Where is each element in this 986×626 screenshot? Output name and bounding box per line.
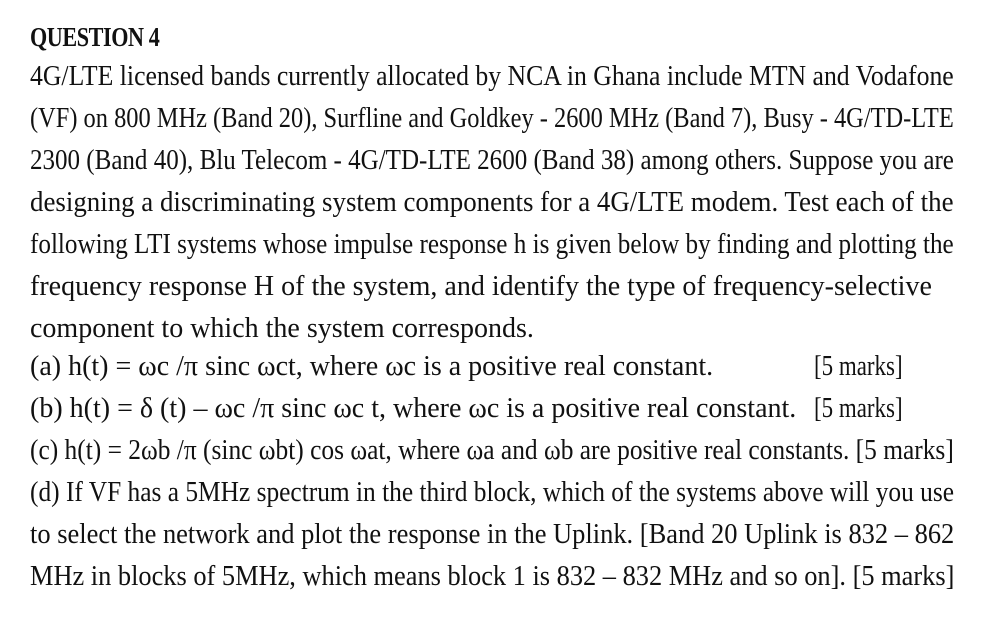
part-b-text: (b) h(t) = δ (t) – ωc /π sinc ωc t, where ωc is a positive real constant. [30, 393, 797, 424]
part-b-marks: [5 marks] [813, 393, 903, 424]
part-a [30, 352, 954, 382]
part-d-line-3: MHz in blocks of 5MHz, which means block 1 is 832 – 832 MHz and so on]. [5 marks] [30, 561, 955, 592]
intro-line-1: 4G/LTE licensed bands currently allocated by NCA in Ghana include MTN and Vodafone [30, 61, 954, 92]
intro-line-2: (VF) on 800 MHz (Band 20), Surfline and Goldkey - 2600 MHz (Band 7), Busy - 4G/TD-LTE [30, 103, 954, 134]
question-title: QUESTION 4 [30, 22, 160, 52]
intro-line-7: component to which the system corresponds. [30, 313, 534, 344]
part-c-text: (c) h(t) = 2ωb /π (sinc ωbt) cos ωat, where ωa and ωb are positive real constants. [5 marks] [30, 435, 954, 466]
intro-line-3: 2300 (Band 40), Blu Telecom - 4G/TD-LTE 2600 (Band 38) among others. Suppose you are [30, 145, 954, 176]
part-d-line-2: to select the network and plot the response in the Uplink. [Band 20 Uplink is 832 – 862 [30, 519, 955, 550]
intro-line-6: frequency response H of the system, and identify the type of frequency-selective [30, 271, 932, 302]
part-b [30, 394, 954, 424]
part-a-text: (a) h(t) = ωc /π sinc ωct, where ωc is a positive real constant. [30, 351, 714, 382]
part-a-marks: [5 marks] [813, 351, 903, 382]
part-c [30, 436, 954, 466]
intro-line-5: following LTI systems whose impulse response h is given below by finding and plotting the [30, 229, 954, 260]
part-d-line-1: (d) If VF has a 5MHz spectrum in the third block, which of the systems above will you use [30, 477, 954, 508]
intro-line-4: designing a discriminating system components for a 4G/LTE modem. Test each of the [30, 187, 954, 218]
